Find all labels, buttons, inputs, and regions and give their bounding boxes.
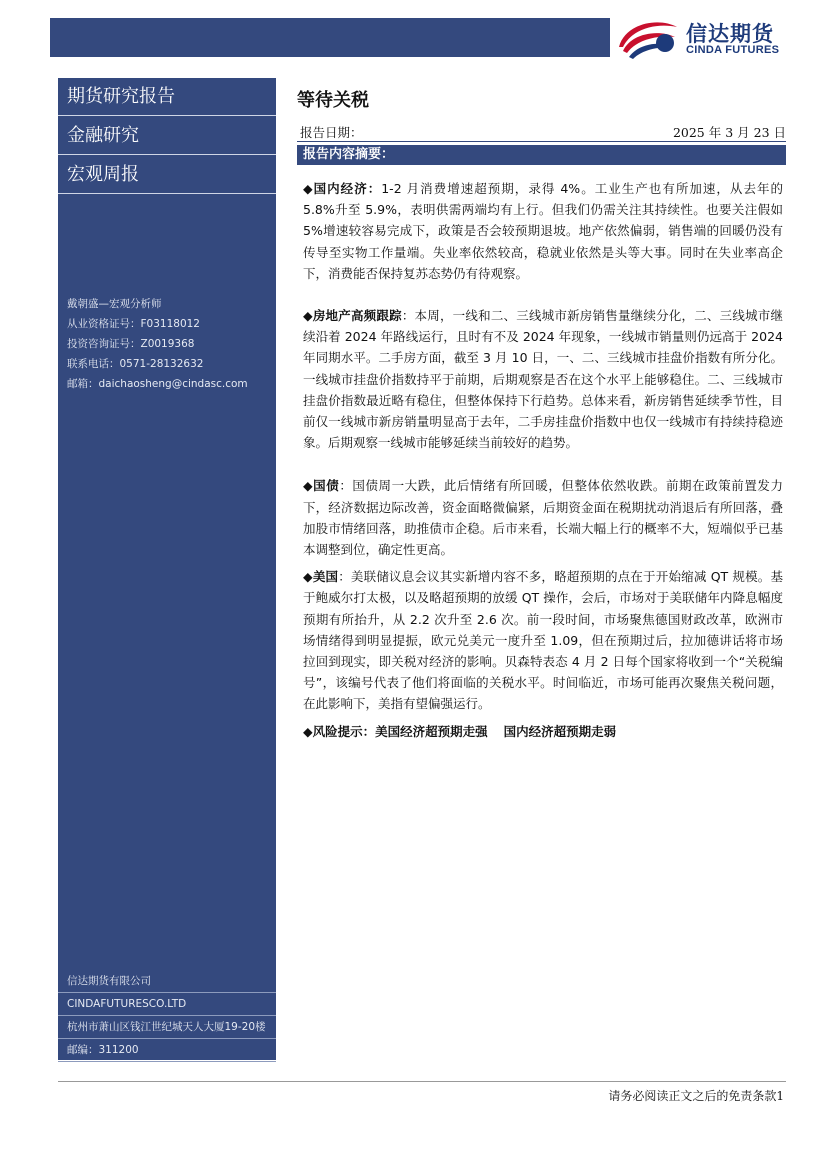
- sidebar-category-subtype: 宏观周报: [58, 156, 276, 194]
- analyst-name: 戴朝盛—宏观分析师: [67, 298, 162, 310]
- company-name: 信达期货有限公司: [58, 970, 276, 993]
- report-date-label: 报告日期：: [300, 125, 363, 140]
- section-real-estate: [303, 305, 783, 453]
- section-text: ：国债周一大跌，此后情绪有所回暖，但整体依然收跌。前期在政策前置发力下，经济数据边际改善，资金面略微偏紧，后期资金面在税期扰动消退后有所回落，叠加股市情绪回落，助推债市企稳。后市来看，长端大幅上行的概率不大，短端似乎已基本调整到位，确定性更高。: [303, 478, 783, 558]
- risk-warning: [303, 722, 616, 740]
- analyst-phone: 联系电话：0571-28132632: [67, 358, 204, 370]
- analyst-consulting-id: 投资咨询证号：Z0019368: [67, 338, 195, 350]
- section-text: ：美联储议息会议其实新增内容不多，略超预期的点在于开始缩减 QT 规模。基于鲍威尔打太极，以及略超预期的放缓 QT 操作，会后，市场对于美联储年内降息幅度预期有所抬升，从 2.2 次升至 2.6 次。前一段时间，市场聚焦德国财政改革，欧洲市场情绪得到明显提振，欧元兑美元一度升至 1.09，但在预期过后，拉加德讲话将市场拉回到现实，即关税对经济的影响。贝森特表态 4 月 2 日每个国家将收到一个“关税编号”，该编号代表了他们将面临的关税水平。时间临近，市场可能再次聚焦关税问题，在此影响下，美指有望偏强运行。: [303, 569, 783, 712]
- section-lead: ◆房地产高频跟踪: [303, 308, 402, 324]
- section-lead: ◆美国: [303, 569, 339, 585]
- sidebar-category-field: 金融研究: [58, 117, 276, 155]
- header-bar: [50, 18, 610, 57]
- section-us: [303, 566, 783, 714]
- footer-divider: [58, 1081, 786, 1082]
- section-treasury: [303, 475, 783, 560]
- company-info: [58, 970, 276, 1062]
- sidebar-category-report-type: 期货研究报告: [58, 78, 276, 116]
- company-address: 杭州市萧山区钱江世纪城天人大厦19-20楼: [58, 1016, 276, 1039]
- company-postcode: 邮编：311200: [58, 1039, 276, 1062]
- report-title: 等待关税: [297, 90, 369, 111]
- analyst-qualification: 从业资格证号：F03118012: [67, 318, 200, 330]
- logo-chinese-name: 信达期货: [686, 22, 774, 46]
- company-website: CINDAFUTURESCO.LTD: [58, 993, 276, 1016]
- analyst-info: [67, 294, 248, 394]
- footer-disclaimer: 请务必阅读正文之后的免责条款1: [608, 1089, 784, 1103]
- abstract-content: [303, 178, 783, 715]
- section-text: 1-2 月消费增速超预期，录得 4%。工业生产也有所加速，从去年的 5.8%升至 5.9%，表明供需两端均有上行。但我们仍需关注其持续性。也要关注假如 5%增速较容易完成下，政策是否会较预期退坡。地产依然偏弱，销售端的回暖仍没有传导至实物工作量端。失业率依然较高，稳就业依然是头等大事。同时在失业率高企下，消费能否保持复苏态势仍有待观察。: [303, 181, 783, 281]
- cinda-futures-logo: [612, 14, 812, 62]
- cinda-logo-icon: [615, 17, 679, 59]
- section-text: ：本周，一线和二、三线城市新房销售量继续分化，二、三线城市继续沿着 2024 年路线运行，且时有不及 2024 年现象，一线城市销量则仍远高于 2024 年同期水平。二手房方面，截至 3 月 10 日，一、二、三线城市挂盘价指数有所分化。一线城市挂盘价指数持平于前期，后期观察是否在这个水平上能够稳住。二、三线城市挂盘价指数最近略有稳住，但整体保持下行趋势。总体来看，新房销售延续季节性，目前仅一线城市新房销量明显高于去年，二手房挂盘价指数中也仅一线城市有持续持稳迹象。后期观察一线城市能够延续当前较好的趋势。: [303, 308, 783, 451]
- section-lead: ◆国内经济：: [303, 181, 382, 196]
- section-lead: ◆国债: [303, 478, 340, 494]
- risk-item: 国内经济超预期走弱: [503, 724, 617, 739]
- logo-english-name: CINDA FUTURES: [686, 44, 780, 56]
- analyst-email: 邮箱：daichaosheng@cindasc.com: [67, 378, 248, 390]
- sidebar: [58, 78, 276, 1060]
- report-date: 2025 年 3 月 23 日: [672, 125, 786, 140]
- abstract-header: 报告内容摘要：: [297, 145, 786, 165]
- title-divider: [297, 141, 786, 142]
- section-domestic-economy: [303, 178, 783, 284]
- risk-label: ◆风险提示：: [303, 724, 376, 739]
- risk-item: 美国经济超预期走强: [375, 724, 488, 739]
